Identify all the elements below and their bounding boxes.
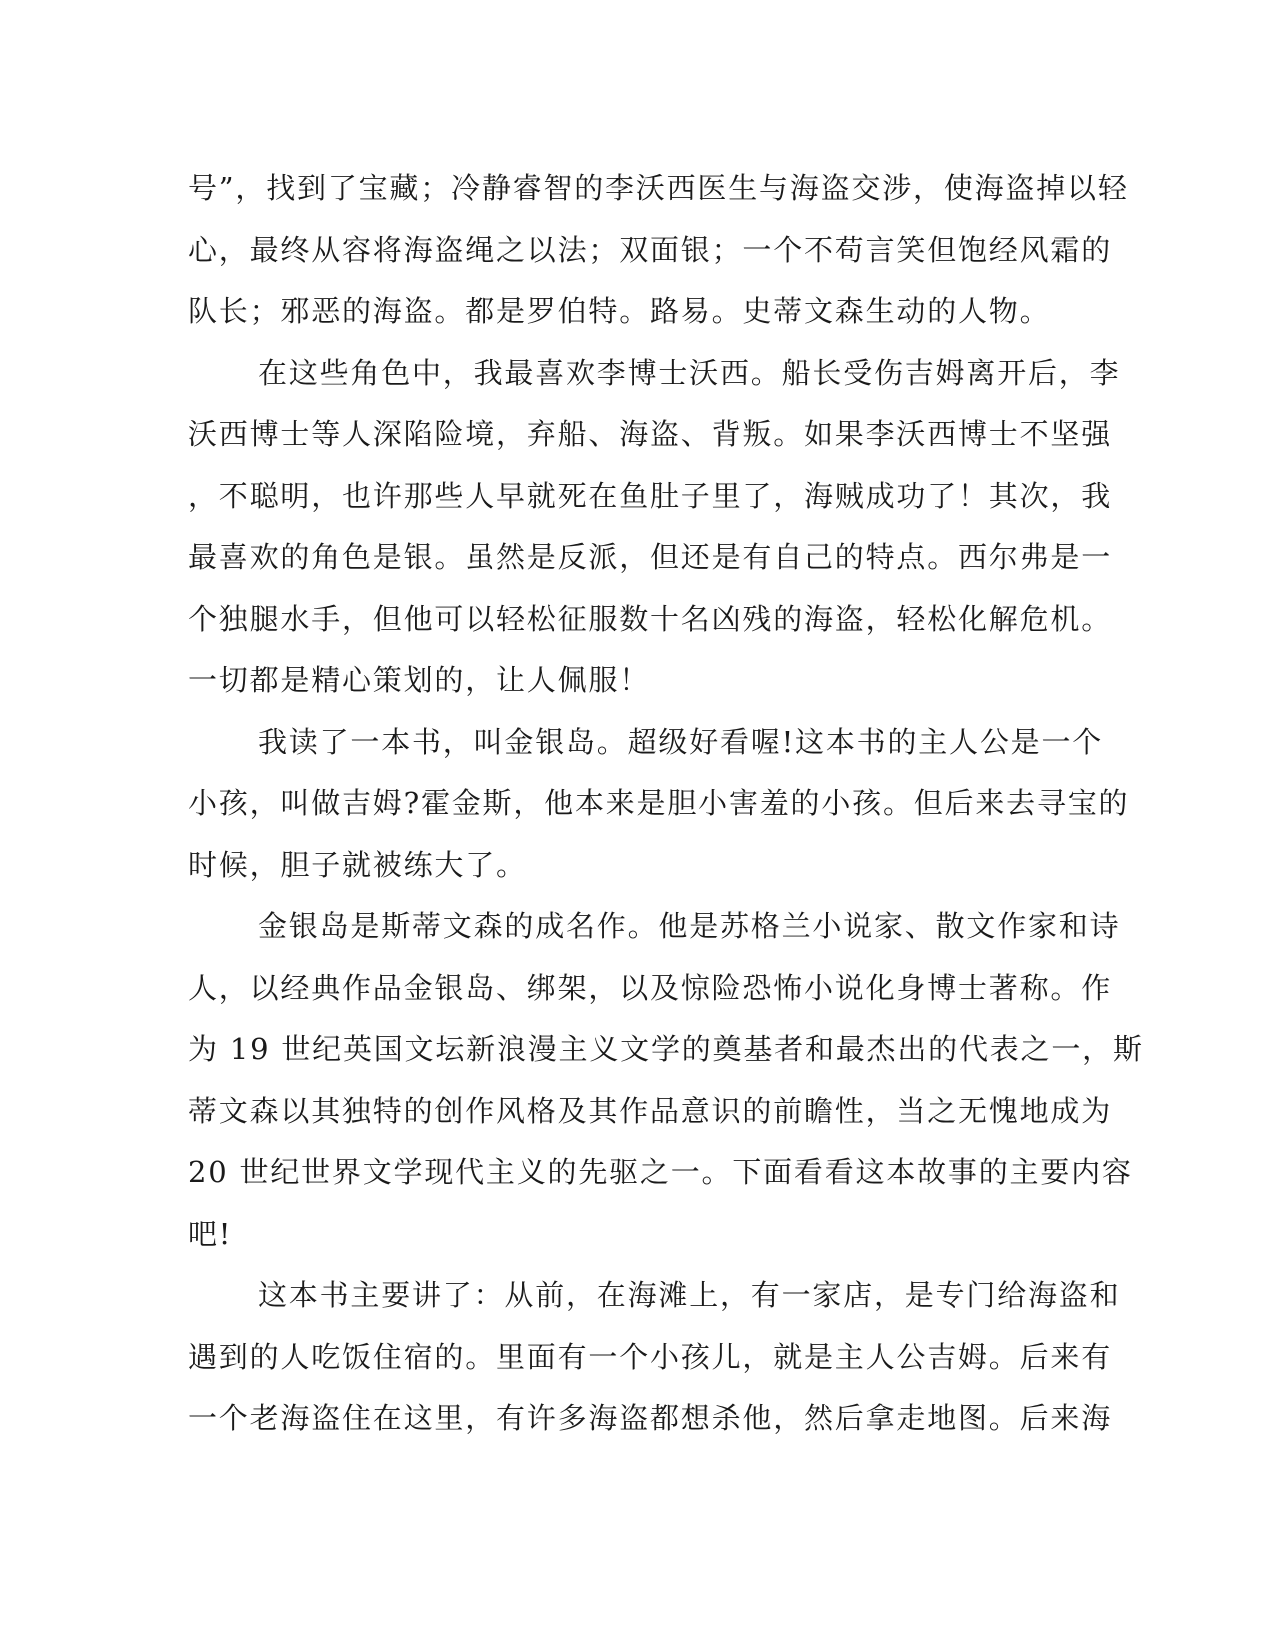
text-line: 为 19 世纪英国文坛新浪漫主义文学的奠基者和最杰出的代表之一，斯 (188, 1032, 1144, 1066)
text-line: 队长；邪恶的海盗。都是罗伯特。路易。史蒂文森生动的人物。 (188, 294, 1051, 328)
text-line: ，不聪明，也许那些人早就死在鱼肚子里了，海贼成功了！其次，我 (188, 478, 1113, 513)
text-line: 蒂文森以其独特的创作风格及其作品意识的前瞻性，当之无愧地成为 (188, 1093, 1113, 1128)
paragraph-first-line: 在这些角色中，我最喜欢李博士沃西。船长受伤吉姆离开后，李 (258, 355, 1121, 390)
body-text (188, 158, 1144, 1450)
text-line: 个独腿水手，但他可以轻松征服数十名凶残的海盗，轻松化解危机。 (188, 601, 1113, 636)
text-line: 沃西博士等人深陷险境，弃船、海盗、背叛。如果李沃西博士不坚强 (188, 417, 1113, 451)
paragraph-first-line: 这本书主要讲了：从前，在海滩上，有一家店，是专门给海盗和 (258, 1278, 1121, 1312)
text-line: 遇到的人吃饭住宿的。里面有一个小孩儿，就是主人公吉姆。后来有 (188, 1339, 1113, 1374)
text-line: 最喜欢的角色是银。虽然是反派，但还是有自己的特点。西尔弗是一 (188, 540, 1113, 574)
text-line: 一切都是精心策划的，让人佩服！ (188, 663, 651, 697)
text-line: 人，以经典作品金银岛、绑架，以及惊险恐怖小说化身博士著称。作 (188, 970, 1113, 1005)
paragraph-first-line: 我读了一本书，叫金银岛。超级好看喔!这本书的主人公是一个 (258, 724, 1104, 759)
text-line: 时候，胆子就被练大了。 (188, 847, 527, 882)
text-line: 心，最终从容将海盗绳之以法；双面银；一个不苟言笑但饱经风霜的 (188, 232, 1113, 267)
text-line: 号”，找到了宝藏；冷静睿智的李沃西医生与海盗交涉，使海盗掉以轻 (188, 171, 1129, 205)
text-line: 20 世纪世界文学现代主义的先驱之一。下面看看这本故事的主要内容 (188, 1155, 1133, 1189)
paragraph-first-line: 金银岛是斯蒂文森的成名作。他是苏格兰小说家、散文作家和诗 (258, 909, 1121, 943)
text-line: 吧! (188, 1216, 233, 1251)
text-line: 一个老海盗住在这里，有许多海盗都想杀他，然后拿走地图。后来海 (188, 1401, 1113, 1435)
text-line: 小孩，叫做吉姆?霍金斯，他本来是胆小害羞的小孩。但后来去寻宝的 (188, 786, 1130, 820)
